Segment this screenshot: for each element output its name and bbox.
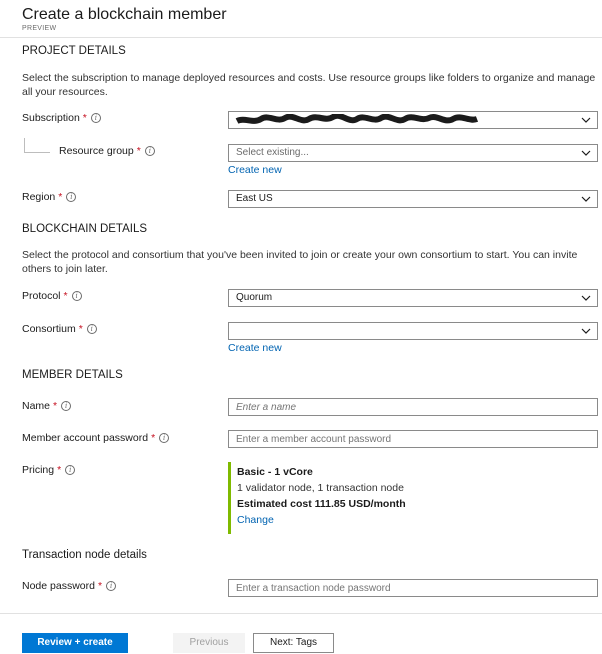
redacted-value [235,114,479,126]
footer-divider [0,613,602,614]
blockchain-details-description: Select the protocol and consortium that you've been invited to join or create your own consortium to start. You can invite others to join later. [22,249,578,275]
chevron-down-icon [581,116,591,124]
info-icon[interactable]: i [159,433,169,443]
protocol-select[interactable]: Quorum [228,289,598,307]
consortium-label: Consortium * i [22,323,97,335]
info-icon[interactable]: i [106,581,116,591]
pricing-nodes: 1 validator node, 1 transaction node [237,482,404,494]
previous-button[interactable]: Previous [173,633,245,653]
required-marker: * [82,112,87,124]
required-marker: * [151,432,156,444]
create-resource-group-link[interactable]: Create new [228,164,282,176]
region-select[interactable]: East US [228,190,598,208]
name-input[interactable] [228,398,598,416]
required-marker: * [78,323,83,335]
tree-connector [24,152,50,153]
header-divider [0,37,602,38]
transaction-node-heading: Transaction node details [22,549,147,561]
tree-connector [24,138,25,152]
info-icon[interactable]: i [72,291,82,301]
pricing-tier: Basic - 1 vCore [237,466,313,478]
info-icon[interactable]: i [91,113,101,123]
info-icon[interactable]: i [66,192,76,202]
pricing-label: Pricing * i [22,464,75,476]
info-icon[interactable]: i [87,324,97,334]
region-label: Region * i [22,191,76,203]
required-marker: * [57,464,62,476]
info-icon[interactable]: i [145,146,155,156]
review-create-button[interactable]: Review + create [22,633,128,653]
protocol-label: Protocol * i [22,290,82,302]
chevron-down-icon [581,195,591,203]
blockchain-details-heading: BLOCKCHAIN DETAILS [22,223,148,235]
chevron-down-icon [581,294,591,302]
project-details-heading: PROJECT DETAILS [22,45,126,57]
resource-group-select[interactable]: Select existing... [228,144,598,162]
required-marker: * [136,145,141,157]
subscription-select[interactable] [228,111,598,129]
member-details-heading: MEMBER DETAILS [22,369,123,381]
member-password-input[interactable] [228,430,598,448]
subscription-label: Subscription * i [22,112,101,124]
pricing-cost: Estimated cost 111.85 USD/month [237,498,406,510]
node-password-input[interactable] [228,579,598,597]
member-password-label: Member account password * i [22,432,169,444]
resource-group-label: Resource group * i [59,145,155,157]
name-label: Name * i [22,400,71,412]
chevron-down-icon [581,327,591,335]
info-icon[interactable]: i [65,465,75,475]
required-marker: * [53,400,58,412]
page-title: Create a blockchain member [22,6,227,23]
pricing-summary [228,462,428,534]
required-marker: * [58,191,63,203]
node-password-label: Node password * i [22,580,116,592]
create-consortium-link[interactable]: Create new [228,342,282,354]
preview-badge: PREVIEW [22,25,57,32]
change-pricing-link[interactable]: Change [237,514,274,526]
consortium-select[interactable] [228,322,598,340]
chevron-down-icon [581,149,591,157]
next-tags-button[interactable]: Next: Tags [253,633,334,653]
info-icon[interactable]: i [61,401,71,411]
required-marker: * [97,580,103,592]
project-details-description: Select the subscription to manage deployed resources and costs. Use resource groups like folders to organize and manage all your resources. [22,72,596,98]
required-marker: * [63,290,68,302]
